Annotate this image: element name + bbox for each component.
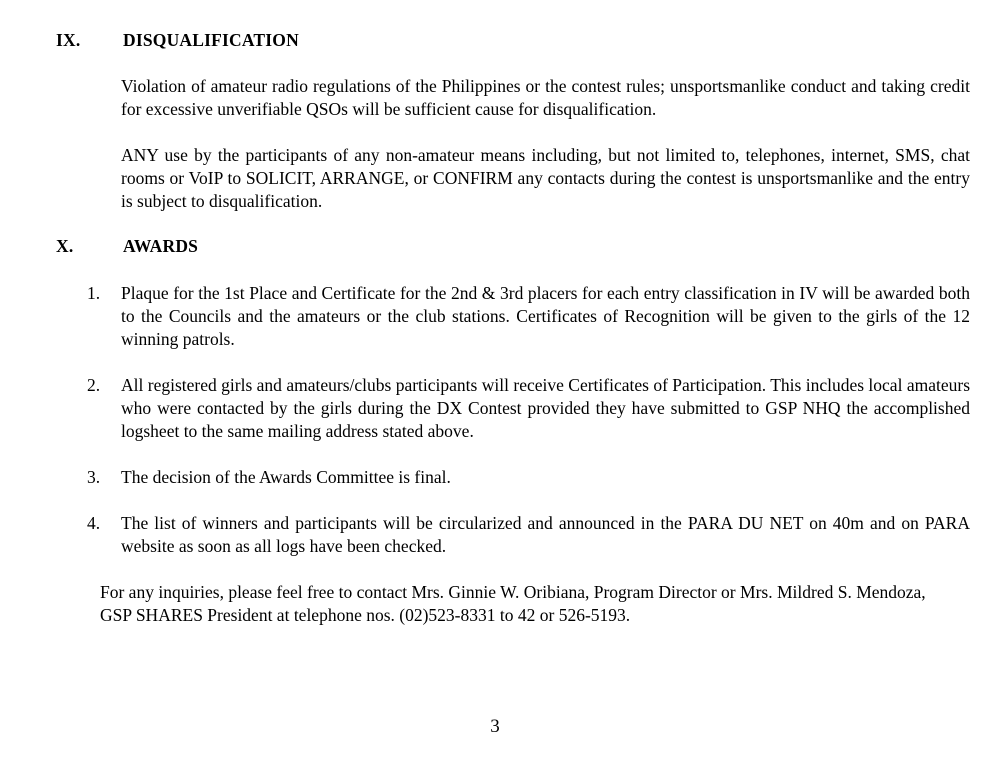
awards-item-number: 4. [87,513,101,533]
disqualification-paragraph-1: Violation of amateur radio regulations of the Philippines or the contest rules; unsportsmanlike conduct and taking credit for excessive unverifiable QSOs will be sufficient cause for disqualification. [121,76,970,119]
awards-item-number: 3. [87,467,101,487]
awards-item-number: 1. [87,283,101,303]
awards-item-text: The list of winners and participants will be circularized and announced in the PARA DU NET on 40m and on PARA website as soon as all logs have been checked. [121,513,970,556]
awards-item-text: The decision of the Awards Committee is final. [121,467,451,487]
disqualification-paragraph-2: ANY use by the participants of any non-amateur means including, but not limited to, telephones, internet, SMS, chat rooms or VoIP to SOLICIT, ARRANGE, or CONFIRM any contacts during the contest is unsportsmanlike and the entry is subject to disqualification. [121,145,970,211]
section-ix-number: IX. [56,30,81,50]
section-ix-title: DISQUALIFICATION [123,30,299,50]
section-x-number: X. [56,236,74,256]
section-x-title: AWARDS [123,236,199,256]
awards-item-number: 2. [87,375,101,395]
contact-note: For any inquiries, please feel free to contact Mrs. Ginnie W. Oribiana, Program Director or Mrs. Mildred S. Mendoza, GSP SHARES President at telephone nos. (02)523-8331 to 42 or 526-5193. [100,582,926,625]
page-number: 3 [490,716,500,737]
awards-item-text: All registered girls and amateurs/clubs participants will receive Certificates of Participation. This includes local amateurs who were contacted by the girls during the DX Contest provided they have submitted to GSP NHQ the accomplished logsheet to the same mailing address stated above. [121,375,970,441]
awards-item-text: Plaque for the 1st Place and Certificate for the 2nd & 3rd placers for each entry classification in IV will be awarded both to the Councils and the amateurs or the club stations. Certificates of Recognition will be given to the girls of the 12 winning patrols. [121,283,970,349]
